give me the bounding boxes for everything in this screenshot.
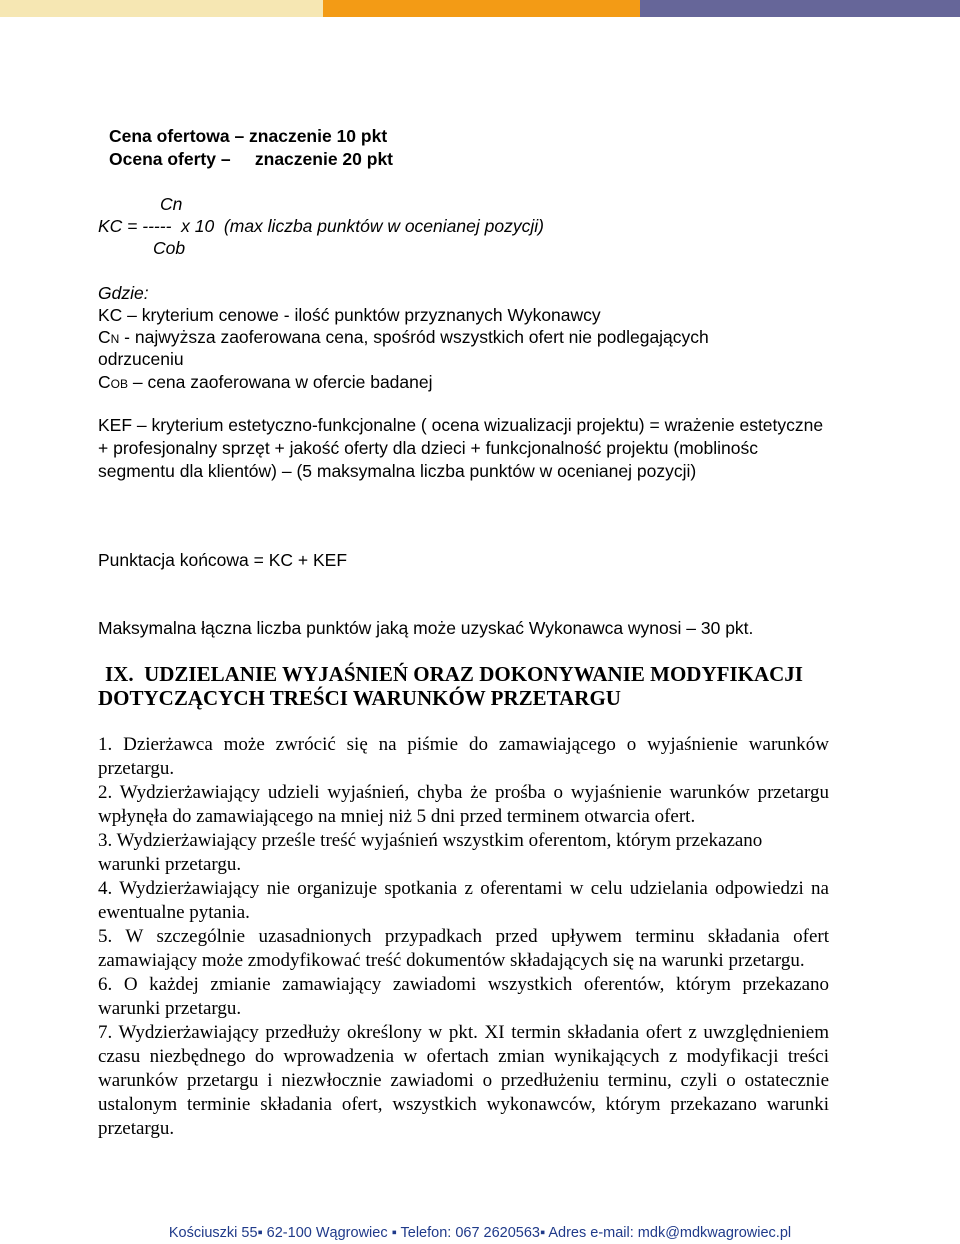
offer-label: Ocena oferty — [109, 149, 216, 169]
header-bar-segment-light — [0, 0, 323, 17]
cn-subscript: N — [110, 332, 120, 346]
footer-address: Kościuszki 55▪ 62-100 Wągrowiec ▪ Telefon: 067 2620563▪ Adres e-mail: mdk@mdkwagrowiec.pl — [168, 1225, 792, 1241]
formula-numerator: Cn — [160, 194, 183, 214]
cob-definition — [98, 371, 433, 396]
cn-definition — [98, 326, 709, 351]
formula-denominator: Cob — [153, 238, 186, 258]
offer-weight-line — [109, 148, 393, 171]
header-color-bar — [0, 0, 960, 17]
cob-letter: C — [98, 372, 111, 392]
section-title: UDZIELANIE WYJAŚNIEŃ ORAZ DOKONYWANIE MODYFIKACJI DOTYCZĄCYCH TREŚCI WARUNKÓW PRZETARGU — [98, 662, 803, 710]
price-weight-line — [109, 125, 387, 148]
list-item: 1. Dzierżawca może zwrócić się na piśmie do zamawiającego o wyjaśnienie warunków przetargu. — [98, 734, 829, 779]
section-heading — [98, 662, 838, 710]
cn-definition-cont: odrzuceniu — [98, 349, 184, 369]
list-item: 4. Wydzierżawiający nie organizuje spotkania z oferentami w celu udzielania odpowiedzi na ewentualne pytania. — [98, 878, 829, 923]
offer-weight: – znaczenie 20 pkt — [215, 149, 394, 169]
kef-definition: KEF – kryterium estetyczno-funkcjonalne ( ocena wizualizacji projektu) = wrażenie estetyczne + profesjonalny sprzęt + jakość oferty dla dzieci + funkcjonalność projektu (moblinośc segmentu dla klientów) – (5 maksymalna liczba punktów w ocenianej pozycji) — [98, 415, 824, 481]
final-score-formula: Punktacja końcowa = KC + KEF — [98, 550, 348, 570]
header-bar-segment-purple — [640, 0, 960, 17]
clarification-list — [98, 733, 829, 1141]
cob-subscript: OB — [110, 377, 128, 391]
list-item: 3. Wydzierżawiający prześle treść wyjaśnień wszystkim oferentom, którym przekazano warunki przetargu. — [98, 830, 763, 875]
kc-definition: KC – kryterium cenowe - ilość punktów przyznanych Wykonawcy — [98, 305, 601, 325]
price-label: Cena ofertowa — [109, 126, 230, 146]
max-points-statement: Maksymalna łączna liczba punktów jaką może uzyskać Wykonawca wynosi – 30 pkt. — [98, 618, 754, 638]
list-item: 6. O każdej zmianie zamawiający zawiadomi wszystkich oferentów, którym przekazano warunki przetargu. — [98, 974, 829, 1019]
gdzie-label: Gdzie: — [98, 283, 149, 303]
cob-text: – cena zaoferowana w ofercie badanej — [127, 372, 433, 392]
list-item: 7. Wydzierżawiający przedłuży określony w pkt. XI termin składania ofert z uwzględnieniem czasu niezbędnego do wprowadzenia w ofertach zmian wynikających z modyfikacji treści warunków przetargu i niezwłocznie zawiadomi o przedłużeniu terminu, czyli o ostatecznie ustalonym terminie składania ofert, wszystkich wykonawców, którym przekazano warunki przetargu. — [98, 1022, 829, 1139]
cn-text: - najwyższa zaoferowana cena, spośród wszystkich ofert nie podlegających — [119, 327, 709, 347]
cn-letter: C — [98, 327, 111, 347]
header-bar-segment-orange — [323, 0, 640, 17]
list-item: 2. Wydzierżawiający udzieli wyjaśnień, chyba że prośba o wyjaśnienie warunków przetargu wpłynęła do zamawiającego na mniej niż 5 dni przed terminem otwarcia ofert. — [98, 782, 829, 827]
price-weight: – znaczenie 10 pkt — [229, 126, 388, 146]
formula-main: KC = ----- x 10 (max liczba punktów w ocenianej pozycji) — [98, 216, 544, 236]
list-item: 5. W szczególnie uzasadnionych przypadkach przed upływem terminu składania ofert zamawiający może zmodyfikować treść dokumentów składających się na warunki przetargu. — [98, 926, 829, 971]
section-number: IX. — [105, 662, 134, 686]
